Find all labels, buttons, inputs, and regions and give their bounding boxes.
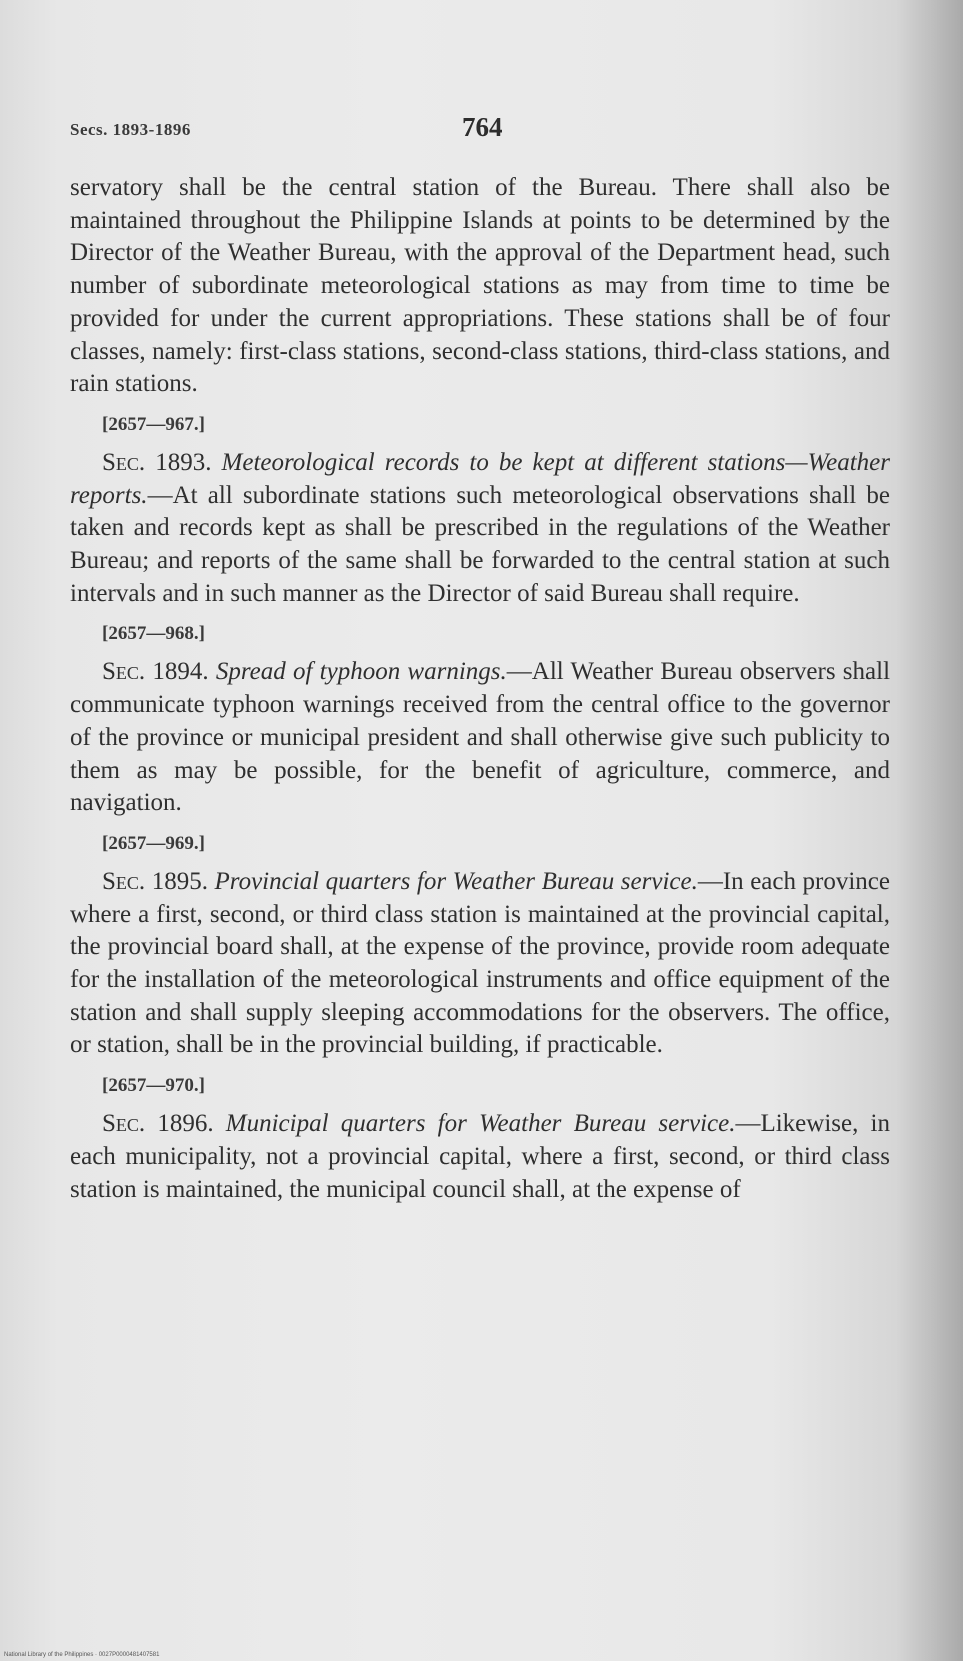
source-footer: National Library of the Philippines · 0027P0000481407581 bbox=[4, 1652, 160, 1658]
section-heading: Municipal quarters for Weather Bureau service. bbox=[225, 1110, 736, 1138]
section-label: Sec. 1894. bbox=[102, 658, 209, 686]
section-reference: [2657—967.] bbox=[102, 413, 205, 435]
page-number: 764 bbox=[462, 112, 503, 142]
section-heading: Meteorological records to be kept at different stations—Weather reports. bbox=[70, 448, 891, 509]
page-content bbox=[70, 172, 890, 1206]
section-1894 bbox=[70, 656, 890, 820]
section-1896 bbox=[70, 1108, 890, 1206]
section-reference: [2657—968.] bbox=[102, 623, 205, 645]
section-body: —In each province where a first, second, or third class station is maintained at the provincial capital, the provincial board shall, at the expense of the province, provide room adequate for the installation of the meteorological instruments and office equipment of the station and shall supply sleeping accommodations for the observers. The office, or station, shall be in the provincial building, if practicable. bbox=[70, 867, 890, 1059]
section-1893 bbox=[70, 447, 890, 611]
section-body: —At all subordinate stations such meteorological observations shall be taken and records kept as shall be prescribed in the regulations of the Weather Bureau; and reports of the same shall be forwarded to the central station at such intervals and in such manner as the Director of said Bureau shall require. bbox=[70, 481, 890, 607]
section-body: —Likewise, in each municipality, not a provincial capital, where a first, second, or third class station is maintained, the municipal council shall, at the expense of bbox=[70, 1110, 890, 1203]
intro-paragraph: servatory shall be the central station of the Bureau. There shall also be maintained throughout the Philippine Islands at points to be determined by the Director of the Weather Bureau, with the approval of the Department head, such number of subordinate meteorological stations as may from time to time be provided for under the current appropriations. These stations shall be of four classes, namely: first-class stations, second-class stations, third-class stations, and rain stations. bbox=[70, 174, 890, 398]
section-label: Sec. 1896. bbox=[102, 1110, 214, 1138]
section-reference: [2657—970.] bbox=[102, 1075, 205, 1097]
page-header bbox=[70, 112, 890, 148]
section-body: —All Weather Bureau observers shall communicate typhoon warnings received from the central office to the governor of the province or municipal president and shall otherwise give such publicity to them as may be possible, for the benefit of agriculture, commerce, and navigation. bbox=[70, 658, 891, 817]
section-1895 bbox=[70, 866, 890, 1062]
section-label: Sec. 1895. bbox=[102, 867, 208, 895]
section-heading: Spread of typhoon warnings. bbox=[215, 658, 507, 686]
section-label: Sec. 1893. bbox=[102, 448, 212, 476]
section-range: Secs. 1893-1896 bbox=[70, 120, 191, 139]
section-heading: Provincial quarters for Weather Bureau service. bbox=[214, 867, 698, 895]
section-reference: [2657—969.] bbox=[102, 832, 205, 854]
